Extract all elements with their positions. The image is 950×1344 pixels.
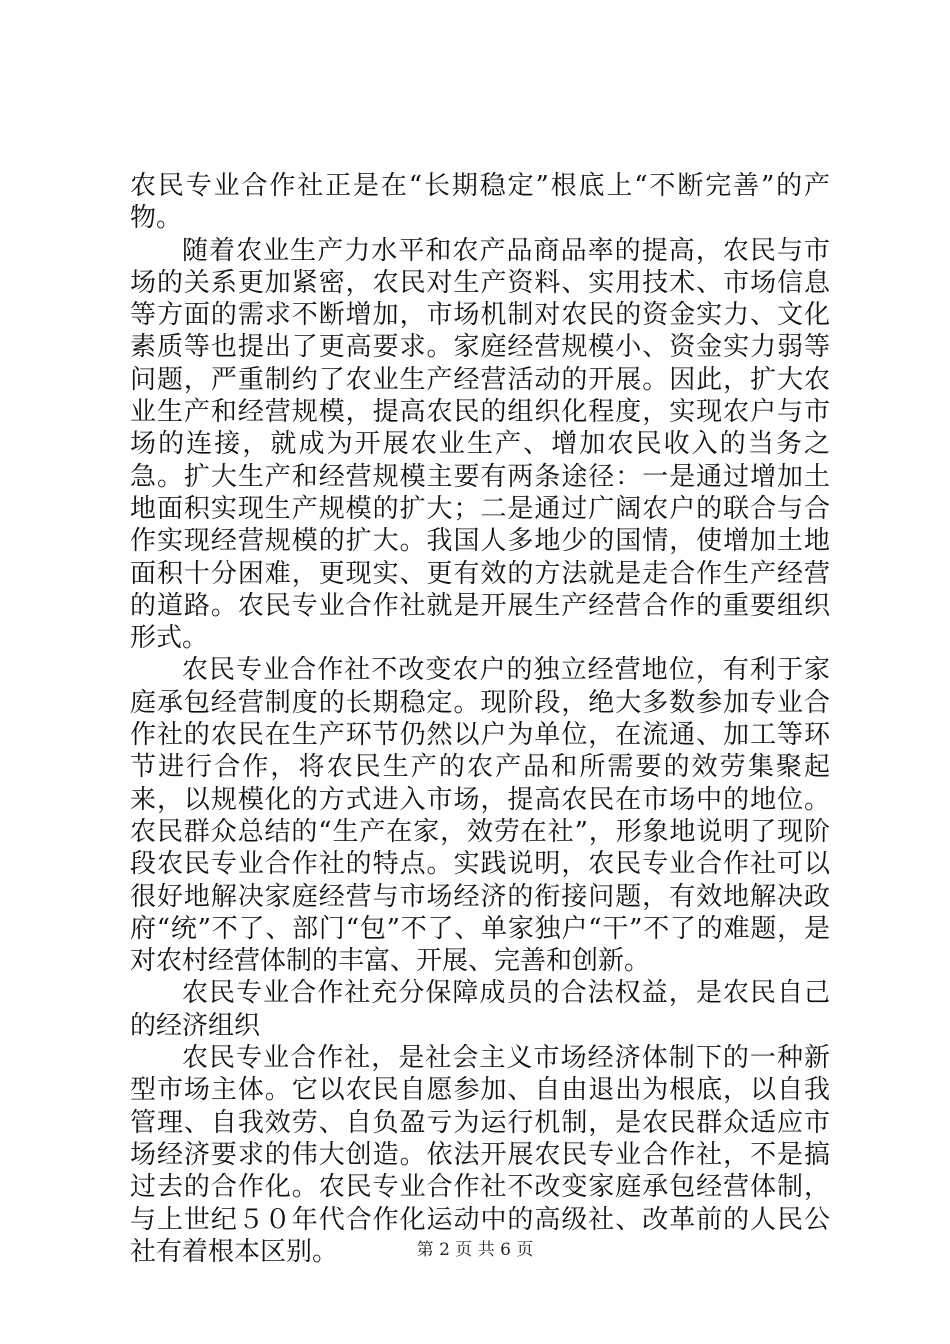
paragraph-4-heading: 农民专业合作社充分保障成员的合法权益，是农民自己的经济组织 — [130, 978, 830, 1041]
document-body — [130, 170, 830, 1268]
paragraph-1: 农民专业合作社正是在“长期稳定”根底上“不断完善”的产物。 — [130, 171, 830, 234]
paragraph-2: 随着农业生产力水平和农产品商品率的提高，农民与市场的关系更加紧密，农民对生产资料、实用技术、市场信息等方面的需求不断增加，市场机制对农民的资金实力、文化素质等也提出了更高要求。家庭经营规模小、资金实力弱等问题，严重制约了农业生产经营活动的开展。因此，扩大农业生产和经营规模，提高农民的组织化程度，实现农户与市场的连接，就成为开展农业生产、增加农民收入的当务之急。扩大生产和经营规模主要有两条途径：一是通过增加土地面积实现生产规模的扩大；二是通过广阔农户的联合与合作实现经营规模的扩大。我国人多地少的国情，使增加土地面积十分困难，更现实、更有效的方法就是走合作生产经营的道路。农民专业合作社就是开展生产经营合作的重要组织形式。 — [130, 235, 830, 654]
paragraph-3: 农民专业合作社不改变农户的独立经营地位，有利于家庭承包经营制度的长期稳定。现阶段，绝大多数参加专业合作社的农民在生产环节仍然以户为单位，在流通、加工等环节进行合作，将农民生产的农产品和所需要的效劳集聚起来，以规模化的方式进入市场，提高农民在市场中的地位。农民群众总结的“生产在家，效劳在社”，形象地说明了现阶段农民专业合作社的特点。实践说明，农民专业合作社可以很好地解决家庭经营与市场经济的衔接问题，有效地解决政府“统”不了、部门“包”不了、单家独户“干”不了的难题，是对农村经营体制的丰富、开展、完善和创新。 — [130, 655, 830, 977]
page-footer: 第 2 页 共 6 页 — [416, 1240, 534, 1260]
paragraph-5: 农民专业合作社，是社会主义市场经济体制下的一种新型市场主体。它以农民自愿参加、自由退出为根底，以自我管理、自我效劳、自负盈亏为运行机制，是农民群众适应市场经济要求的伟大创造。依法开展农民专业合作社，不是搞过去的合作化。农民专业合作社不改变家庭承包经营体制，与上世纪５０年代合作化运动中的高级社、改革前的人民公社有着根本区别。 — [130, 1043, 830, 1267]
